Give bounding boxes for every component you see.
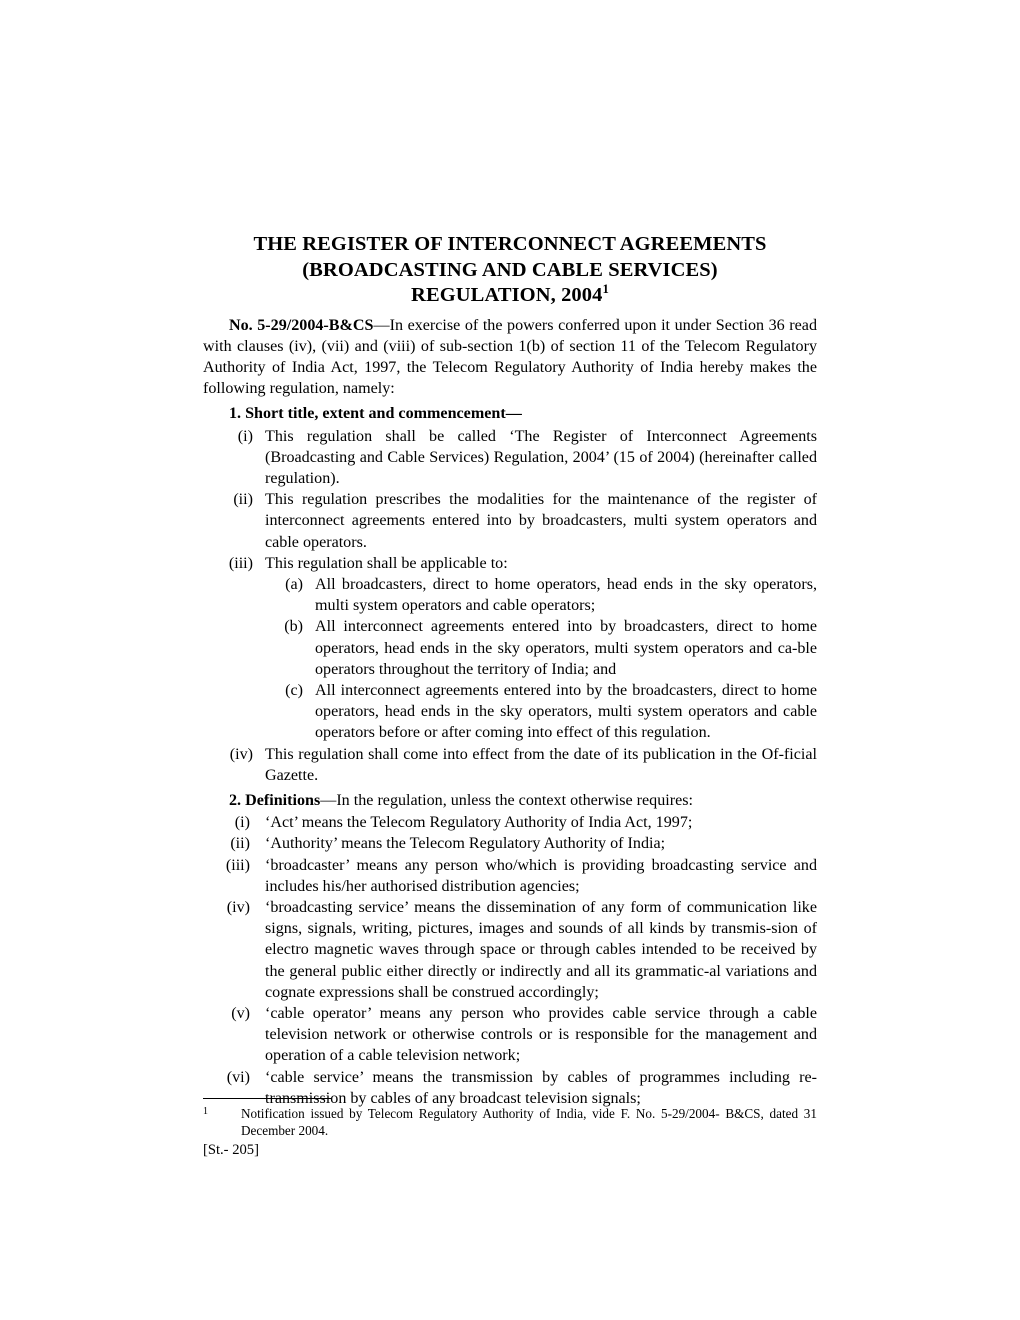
list-item <box>203 553 817 574</box>
preamble-text: In exercise of the powers conferred upon it under Section 36 read with clauses (iv), (vii) and (viii) of sub-section 1(b) of section 11 of the Telecom Regulatory Authority of India Act, 1997, the Telecom Regulatory Authority of India hereby makes the following regulation, namely: <box>203 316 817 398</box>
footnote-area <box>203 1098 817 1159</box>
list-item-text: This regulation shall be applicable to: <box>265 554 508 572</box>
list-item-label: (vi) <box>226 1068 250 1086</box>
document-body <box>203 232 817 1109</box>
list-item-label: (c) <box>285 681 303 699</box>
list-item <box>203 1003 817 1067</box>
list-item-text: This regulation shall come into effect from the date of its publication in the Of-ficial Gazette. <box>265 745 817 784</box>
title-footnote-marker: 1 <box>602 282 609 297</box>
title-line-1: THE REGISTER OF INTERCONNECT AGREEMENTS <box>253 233 767 255</box>
list-item-text: This regulation prescribes the modalities for the maintenance of the register of interconnect agreements entered into by broadcasters, multi system operators and cable operators. <box>265 491 817 551</box>
section-2-number: 2. <box>229 791 242 809</box>
section-1-number: 1. <box>229 405 242 423</box>
list-item-label: (v) <box>231 1005 250 1022</box>
list-item <box>203 680 817 744</box>
list-item <box>203 489 817 553</box>
list-item-text: ‘Act’ means the Telecom Regulatory Authority of India Act, 1997; <box>265 814 693 832</box>
section-1-title: Short title, extent and commencement <box>245 405 506 423</box>
list-item-label: (iv) <box>226 898 250 916</box>
list-item-label: (iii) <box>228 554 253 572</box>
list-item-label: (a) <box>285 575 303 593</box>
section-2-dash: — <box>320 791 337 809</box>
section-1-list <box>203 426 817 574</box>
list-item-text: ‘cable service’ means the transmission by cables of programmes including re-transmission by cables of any broadcast television signals; <box>265 1068 817 1107</box>
section-2-title: Definitions <box>245 791 321 809</box>
footnote-separator-rule <box>203 1098 331 1099</box>
title-line-2: (BROADCASTING AND CABLE SERVICES) <box>302 258 718 281</box>
list-item-text: All interconnect agreements entered into by broadcasters, direct to home operators, head ends in the sky operators, multi system operators and ca-ble operators throughout the territory of India; and <box>315 618 817 678</box>
title-line-3 <box>203 283 817 309</box>
section-2-heading <box>203 790 817 811</box>
section-1-sublist <box>203 574 817 744</box>
footnote <box>203 1105 817 1140</box>
section-2-lead-in: In the regulation, unless the context otherwise requires: <box>336 791 693 809</box>
list-item-label: (ii) <box>233 491 253 509</box>
list-item <box>203 426 817 490</box>
preamble-dash: — <box>373 316 390 334</box>
footnote-marker: 1 <box>203 1106 208 1117</box>
list-item-label: (b) <box>284 618 303 636</box>
footnote-text: Notification issued by Telecom Regulatory Authority of India, vide F. No. 5-29/2004- B&CS, dated 31 December 2004. <box>241 1106 817 1139</box>
list-item-text: All broadcasters, direct to home operators, head ends in the sky operators, multi system operators and cable operators; <box>315 575 817 615</box>
section-1-list-continued <box>203 744 817 786</box>
list-item <box>203 855 817 897</box>
list-item <box>203 574 817 616</box>
list-item <box>203 833 817 854</box>
list-item-text: ‘broadcaster’ means any person who/which is providing broadcasting service and includes his/her authorised distribution agencies; <box>265 856 817 895</box>
list-item-label: (iii) <box>225 856 250 874</box>
title-line-3-text: REGULATION, 2004 <box>411 284 603 306</box>
section-2-list <box>203 812 817 1109</box>
preamble-reference: No. 5-29/2004-B&CS <box>229 316 374 334</box>
section-1-heading <box>203 403 817 424</box>
list-item-text: All interconnect agreements entered into by the broadcasters, direct to home operators, head ends in the sky operators, multi system operators and cable operators before or after coming into effect of this regulation. <box>315 681 817 742</box>
section-1-dash: — <box>505 405 522 423</box>
list-item <box>203 616 817 680</box>
list-item-text: This regulation shall be called ‘The Register of Interconnect Agreements (Broadcasting and Cable Services) Regulation, 2004’ (15 of 2004) (hereinafter called regulation). <box>265 427 817 487</box>
list-item-label: (i) <box>237 427 253 445</box>
list-item-text: ‘cable operator’ means any person who provides cable service through a cable television network or otherwise controls or is responsible for the management and operation of a cable television network; <box>265 1005 817 1065</box>
page-marker: [St.- 205] <box>203 1141 259 1158</box>
list-item <box>203 744 817 786</box>
list-item-text: ‘Authority’ means the Telecom Regulatory Authority of India; <box>265 835 666 853</box>
list-item <box>203 812 817 833</box>
list-item-label: (i) <box>234 814 250 832</box>
page-title <box>203 232 817 309</box>
list-item-text: ‘broadcasting service’ means the dissemination of any form of communication like signs, signals, writing, pictures, images and sounds of all kinds by transmis-sion of electro magnetic waves through space or through cables intended to be received by the general public either directly or indirectly and all its grammatic-al variations and cognate expressions shall be construed accordingly; <box>265 898 817 1001</box>
preamble-paragraph <box>203 315 817 400</box>
list-item-label: (iv) <box>229 745 253 763</box>
list-item <box>203 897 817 1003</box>
list-item-label: (ii) <box>230 835 250 853</box>
